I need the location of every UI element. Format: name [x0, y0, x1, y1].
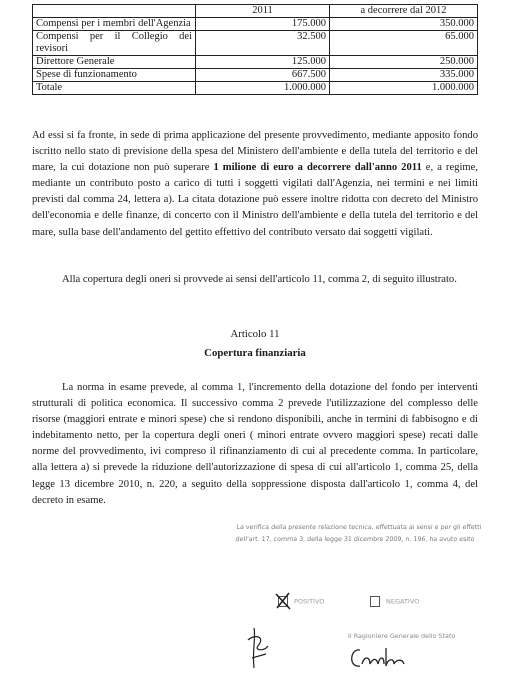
value-2012: 1.000.000	[330, 82, 478, 95]
table-row	[33, 56, 478, 69]
coverage-paragraph: Alla copertura degli oneri si provvede ai sensi dell'articolo 11, comma 2, di seguito illustrato.	[62, 274, 457, 285]
row-label: Compensi per il Collegio dei revisori	[33, 31, 196, 56]
negative-option	[370, 596, 419, 607]
table-header-cell: 2011	[196, 5, 330, 18]
table-header-row	[33, 5, 478, 18]
signer-title: Il Ragioniere Generale dello Stato	[348, 632, 456, 640]
verification-stamp-text: La verifica della presente relazione tecnica, effettuata ai sensi e per gli effetti dell'art. 17, comma 3, della legge 31 dicembre 2009, n. 196, ha avuto esito	[235, 524, 482, 543]
row-label: Compensi per i membri dell'Agenzia	[33, 18, 196, 31]
value-2011: 32.500	[196, 31, 330, 56]
funding-text-start: Ad essi si fa fronte, in sede di prima applicazione del presente provvedimento, mediante apposito fondo iscritto nello stato di previsione della spesa del Ministero dell'ambiente e della tutela del territorio e del mare, la cui dotazione non può superare	[32, 130, 478, 174]
article-title: Copertura finanziaria	[204, 347, 306, 359]
table-row	[33, 31, 478, 56]
table-row-total	[33, 82, 478, 95]
table-header-cell: a decorrere dal 2012	[330, 5, 478, 18]
handwritten-signature-icon	[346, 642, 408, 674]
table-row	[33, 18, 478, 31]
funding-paragraph	[32, 128, 478, 241]
row-label: Direttore Generale	[33, 56, 196, 69]
funding-amount-highlight: 1 milione di euro a decorrere dall'anno 2011	[213, 162, 422, 174]
verification-outcome	[0, 594, 510, 614]
positive-label: POSITIVO	[294, 597, 325, 606]
table-header-cell	[33, 5, 196, 18]
row-label: Totale	[33, 82, 196, 95]
value-2012: 250.000	[330, 56, 478, 69]
table-row	[33, 69, 478, 82]
value-2012: 350.000	[330, 18, 478, 31]
cost-table	[32, 4, 478, 95]
negative-label: NEGATIVO	[386, 597, 420, 606]
article-body-paragraph: La norma in esame prevede, al comma 1, l'incremento della dotazione del fondo per interventi strutturali di politica economica. Il successivo comma 2 prevede l'utilizzazione del complesso delle risorse (maggiori entrate e minori spese) che si rendono disponibili, anche in termini di fabbisogno e di indebitamento netto, per la copertura degli oneri ( minori entrate ovvero maggiori spese) recati dalle norme del provvedimento, ivi compreso il rifinanziamento di cui al precedente comma. In particolare, alla lettera a) si prevede la riduzione dell'autorizzazione di spesa di cui all'articolo 1, comma 25, della legge 13 dicembre 2010, n. 220, a seguito della soppressione disposta dall'articolo 1, comma 4, del decreto in esame.	[32, 382, 478, 506]
funding-text-end: e, a regime, mediante un contributo posto a carico di tutti i soggetti vigilati dall'Agenzia, nei termini e nei limiti previsti dal comma 24, lettera a). La citata dotazione può essere inoltre ridotta con decreto del Ministro dell'economia e delle finanze, di concerto con il Ministro dell'ambiente e della tutela del territorio e del mare, sulla base dell'andamento del gettito effettivo del contributo versato dai soggetti vigilati.	[32, 162, 478, 238]
negative-checkbox	[370, 596, 380, 607]
value-2011: 1.000.000	[196, 82, 330, 95]
row-label: Spese di funzionamento	[33, 69, 196, 82]
value-2011: 125.000	[196, 56, 330, 69]
article-number: Articolo 11	[230, 328, 280, 340]
initials-signature-icon	[244, 624, 272, 670]
value-2012: 335.000	[330, 69, 478, 82]
value-2012: 65.000	[330, 31, 478, 56]
value-2011: 667.500	[196, 69, 330, 82]
value-2011: 175.000	[196, 18, 330, 31]
x-mark-icon	[275, 592, 291, 610]
